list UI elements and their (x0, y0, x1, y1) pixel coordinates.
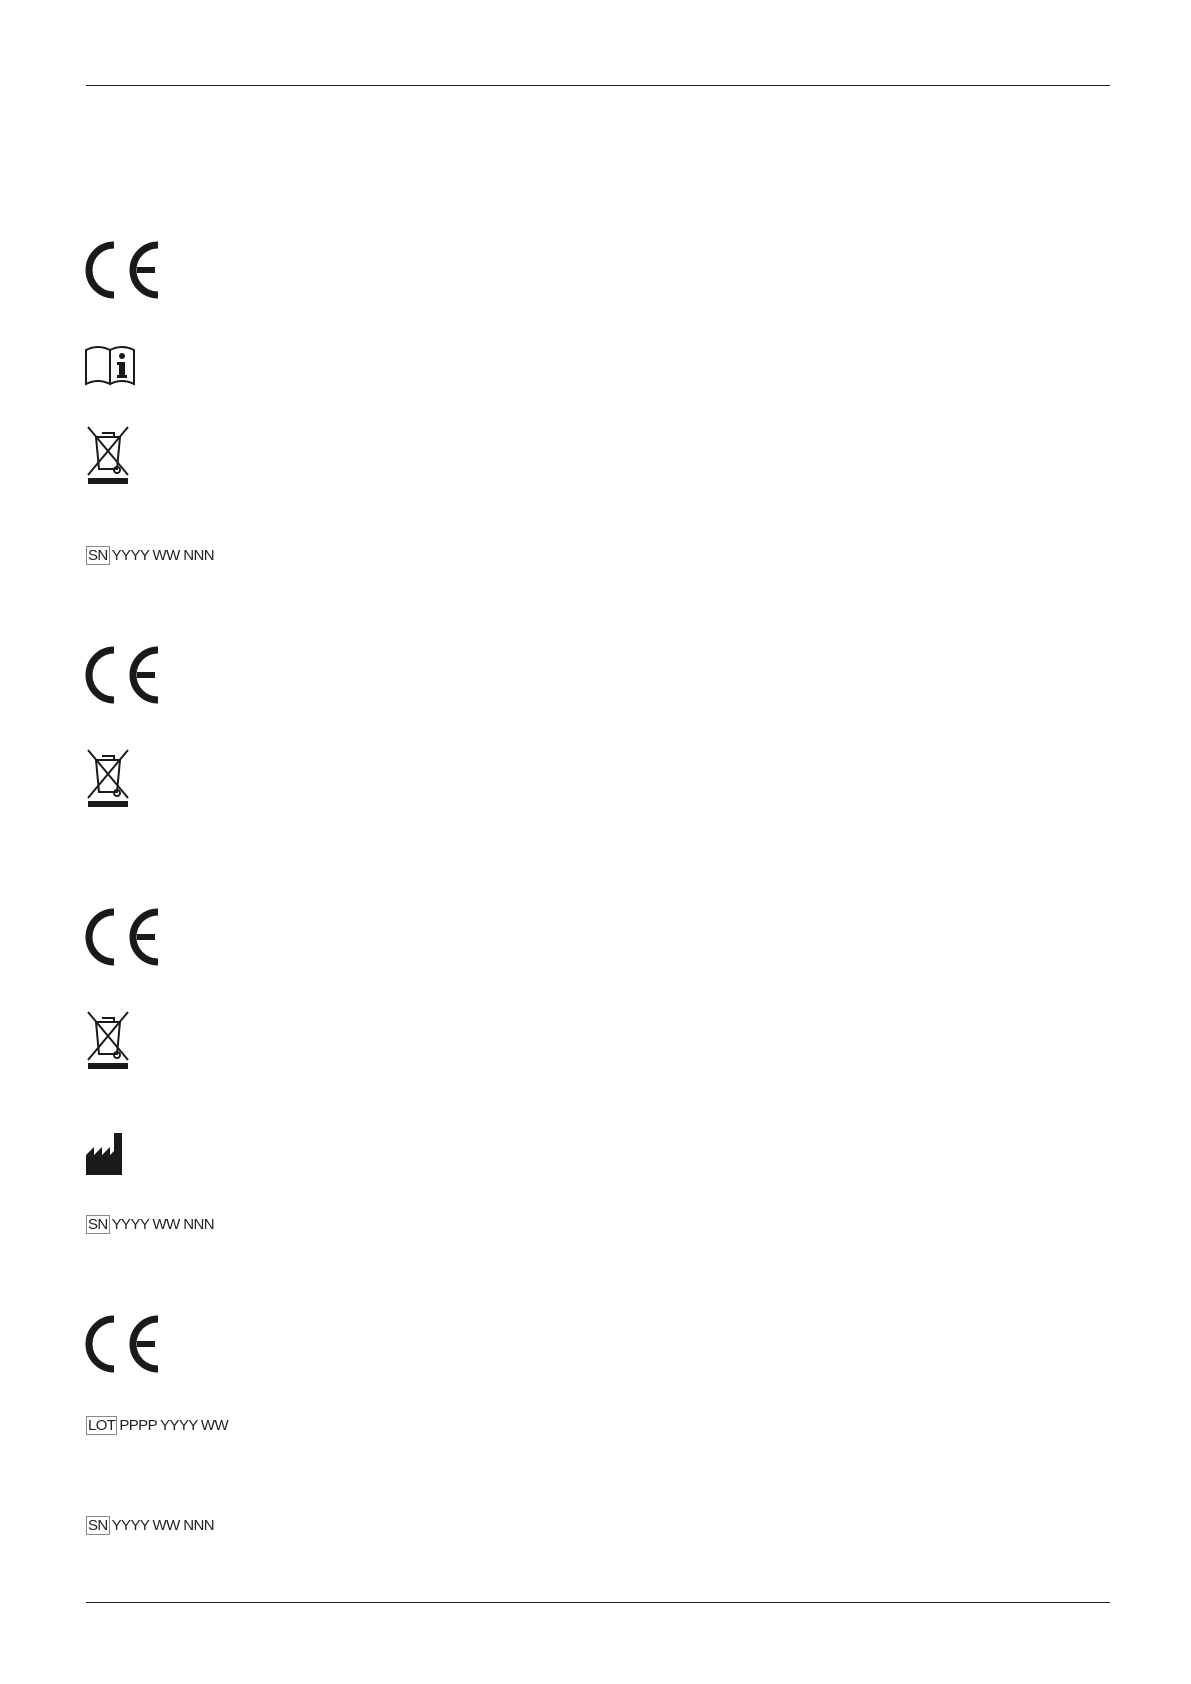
serial-number-code (86, 546, 214, 565)
sn-box-label: SN (88, 1517, 108, 1534)
ce-mark-icon (84, 240, 162, 300)
sn-box-label: SN (88, 547, 108, 564)
lot-box-label: LOT (88, 1417, 116, 1434)
serial-number-value: YYYY WW NNN (111, 1216, 214, 1233)
lot-number-value: PPPP YYYY WW (119, 1417, 229, 1434)
ce-mark-icon (84, 645, 162, 705)
serial-number-value: YYYY WW NNN (111, 547, 214, 564)
serial-number-code (86, 1215, 214, 1234)
ce-mark-icon (84, 1314, 162, 1374)
weee-crossed-bin-icon (84, 1010, 132, 1070)
manufacturer-factory-icon (84, 1131, 126, 1175)
weee-crossed-bin-icon (84, 748, 132, 808)
serial-number-code (86, 1516, 214, 1535)
instructions-for-use-icon (84, 342, 136, 386)
header-rule (86, 85, 1110, 86)
weee-crossed-bin-icon (84, 425, 132, 485)
ce-mark-icon (84, 907, 162, 967)
serial-number-value: YYYY WW NNN (111, 1517, 214, 1534)
footer-rule (86, 1602, 1110, 1603)
lot-number-code (86, 1416, 228, 1435)
sn-box-label: SN (88, 1216, 108, 1233)
